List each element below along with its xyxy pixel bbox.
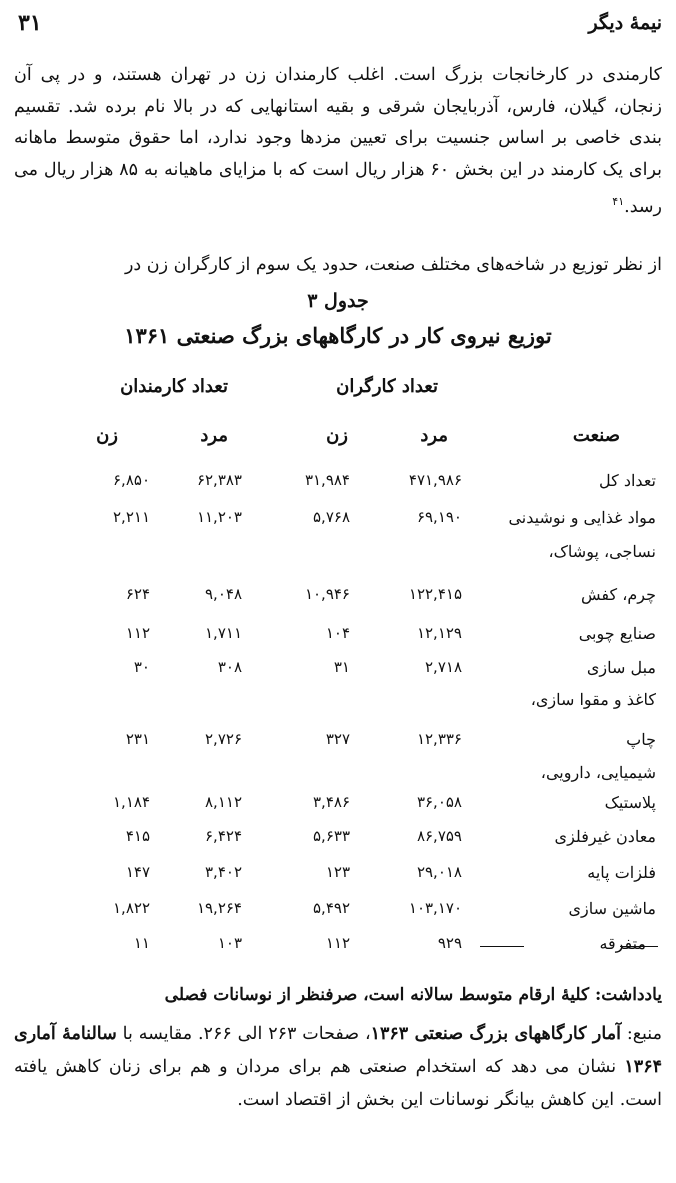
employees-group-header: تعداد کارمندان bbox=[120, 376, 228, 397]
workers-women-cell: ۱۱۲ bbox=[325, 934, 350, 952]
employees-women-cell: ۱,۱۸۴ bbox=[113, 793, 150, 811]
industry-cell: پلاستیک bbox=[604, 793, 656, 812]
table-row bbox=[0, 585, 676, 609]
employees-men-cell: ۶,۴۲۴ bbox=[205, 827, 242, 845]
industry-cell: چرم، کفش bbox=[581, 585, 656, 604]
table-label: جدول ۳ bbox=[307, 290, 369, 312]
industry-cell: نساجی، پوشاک، bbox=[548, 542, 656, 561]
employees-men-cell: ۹,۰۴۸ bbox=[205, 585, 242, 603]
industry-cell: مواد غذایی و نوشیدنی bbox=[508, 508, 656, 527]
table-row bbox=[0, 934, 676, 958]
employees-women-cell: ۲,۲۱۱ bbox=[113, 508, 150, 526]
employees-men-header: مرد bbox=[200, 425, 228, 446]
employees-men-cell: ۳۰۸ bbox=[217, 658, 242, 676]
employees-men-cell: ۲,۷۲۶ bbox=[205, 730, 242, 748]
employees-women-cell: ۴۱۵ bbox=[125, 827, 150, 845]
workers-men-cell: ۱۰۳,۱۷۰ bbox=[408, 899, 462, 917]
table-row bbox=[0, 690, 676, 714]
workers-men-header: مرد bbox=[420, 425, 448, 446]
industry-cell: تعداد کل bbox=[599, 471, 656, 490]
table-row bbox=[0, 508, 676, 532]
employees-women-cell: ۲۳۱ bbox=[125, 730, 150, 748]
source-paragraph bbox=[14, 1018, 662, 1117]
employees-men-cell: ۳,۴۰۲ bbox=[205, 863, 242, 881]
table-row bbox=[0, 793, 676, 817]
workers-women-cell: ۳۱ bbox=[333, 658, 350, 676]
employees-men-cell: ۱,۷۱۱ bbox=[205, 624, 242, 642]
table-row bbox=[0, 827, 676, 851]
workers-men-cell: ۳۶,۰۵۸ bbox=[416, 793, 462, 811]
yearbook-title: سالنامهٔ آماری ۱۳۶۴ bbox=[14, 1024, 662, 1077]
employees-women-header: زن bbox=[96, 425, 118, 446]
page-header bbox=[18, 8, 662, 38]
workers-group-header: تعداد کارگران bbox=[336, 376, 438, 397]
workers-women-header: زن bbox=[326, 425, 348, 446]
source-pages: ، صفحات ۲۶۳ الی ۲۶۶. مقایسه با bbox=[122, 1024, 371, 1044]
employees-women-cell: ۱۱۲ bbox=[125, 624, 150, 642]
industry-cell: صنایع چوبی bbox=[578, 624, 656, 643]
employees-men-cell: ۶۲,۳۸۳ bbox=[196, 471, 242, 489]
source-rest: نشان می دهد که استخدام صنعتی هم برای مردان و هم برای زنان کاهش یافته است. این کاهش بیانگر نوسانات این بخش از اقتصاد است. bbox=[14, 1057, 662, 1110]
workers-men-cell: ۱۲۲,۴۱۵ bbox=[408, 585, 462, 603]
employees-women-cell: ۱۱ bbox=[133, 934, 150, 952]
workers-men-cell: ۹۲۹ bbox=[437, 934, 462, 952]
workers-men-cell: ۱۲,۳۳۶ bbox=[416, 730, 462, 748]
table-row bbox=[0, 542, 676, 566]
workers-women-cell: ۵,۴۹۲ bbox=[313, 899, 350, 917]
employees-women-cell: ۱۴۷ bbox=[125, 863, 150, 881]
workers-women-cell: ۱۰,۹۴۶ bbox=[304, 585, 350, 603]
footnote-reference: ۴۱ bbox=[612, 195, 625, 208]
running-title: نیمهٔ دیگر bbox=[588, 12, 662, 34]
source-title: آمار کارگاههای بزرگ صنعتی ۱۳۶۳ bbox=[370, 1024, 621, 1044]
table-row bbox=[0, 730, 676, 754]
table-row bbox=[0, 471, 676, 495]
body-paragraph-1 bbox=[14, 60, 662, 250]
workers-women-cell: ۵,۶۳۳ bbox=[313, 827, 350, 845]
industry-cell: متفرقه bbox=[599, 934, 646, 953]
employees-men-cell: ۸,۱۱۲ bbox=[205, 793, 242, 811]
leader-line bbox=[480, 946, 524, 947]
workers-women-cell: ۵,۷۶۸ bbox=[313, 508, 350, 526]
employees-men-cell: ۱۹,۲۶۴ bbox=[196, 899, 242, 917]
industry-column-header: صنعت bbox=[572, 425, 620, 446]
table-note: یادداشت: کلیهٔ ارقام متوسط سالانه است، صرفنظر از نوسانات فصلی bbox=[164, 985, 662, 1005]
employees-women-cell: ۶,۸۵۰ bbox=[113, 471, 150, 489]
table-row bbox=[0, 863, 676, 887]
body-paragraph-2: از نظر توزیع در شاخه‌های مختلف صنعت، حدود یک سوم از کارگران زن در bbox=[124, 255, 662, 275]
workers-men-cell: ۲,۷۱۸ bbox=[425, 658, 462, 676]
employees-women-cell: ۳۰ bbox=[133, 658, 150, 676]
industry-cell: چاپ bbox=[626, 730, 656, 749]
industry-cell: کاغذ و مقوا سازی، bbox=[530, 690, 656, 709]
table-row bbox=[0, 624, 676, 648]
table-row bbox=[0, 763, 676, 787]
table-row bbox=[0, 658, 676, 682]
industry-cell: فلزات پایه bbox=[587, 863, 656, 882]
industry-cell: معادن غیرفلزی bbox=[554, 827, 656, 846]
employees-women-cell: ۶۲۴ bbox=[125, 585, 150, 603]
workers-women-cell: ۳,۴۸۶ bbox=[313, 793, 350, 811]
workers-men-cell: ۲۹,۰۱۸ bbox=[416, 863, 462, 881]
industry-cell: ماشین سازی bbox=[568, 899, 656, 918]
workers-women-cell: ۱۲۳ bbox=[325, 863, 350, 881]
industry-cell: شیمیایی، دارویی، bbox=[540, 763, 656, 782]
table-row bbox=[0, 899, 676, 923]
workers-men-cell: ۴۷۱,۹۸۶ bbox=[408, 471, 462, 489]
employees-men-cell: ۱۰۳ bbox=[217, 934, 242, 952]
industry-cell: مبل سازی bbox=[586, 658, 656, 677]
workers-men-cell: ۸۶,۷۵۹ bbox=[416, 827, 462, 845]
page-number: ۳۱ bbox=[18, 10, 42, 36]
workers-women-cell: ۳۱,۹۸۴ bbox=[304, 471, 350, 489]
workers-women-cell: ۳۲۷ bbox=[325, 730, 350, 748]
employees-women-cell: ۱,۸۲۲ bbox=[113, 899, 150, 917]
table-title: توزیع نیروی کار در کارگاههای بزرگ صنعتی ۱۳۶۱ bbox=[124, 323, 552, 348]
workers-men-cell: ۱۲,۱۲۹ bbox=[416, 624, 462, 642]
paragraph-1-text: کارمندی در کارخانجات بزرگ است. اغلب کارمندان زن در تهران هستند، و در پی آن زنجان، گیلان، فارس، آذربایجان شرقی و بقیه استانهایی که در بالا نام برده شد. تقسیم بندی خاصی بر اساس جنسیت برای تعیین مزدها وجود ندارد، اما حقوق متوسط ماهانه برای یک کارمند در این بخش ۶۰ هزار ریال است که با مزایای ماهیانه به ۸۵ هزار ریال می رسد. bbox=[14, 65, 663, 217]
source-lead: منبع: bbox=[626, 1024, 662, 1044]
workers-women-cell: ۱۰۴ bbox=[325, 624, 350, 642]
employees-men-cell: ۱۱,۲۰۳ bbox=[196, 508, 242, 526]
workers-men-cell: ۶۹,۱۹۰ bbox=[416, 508, 462, 526]
